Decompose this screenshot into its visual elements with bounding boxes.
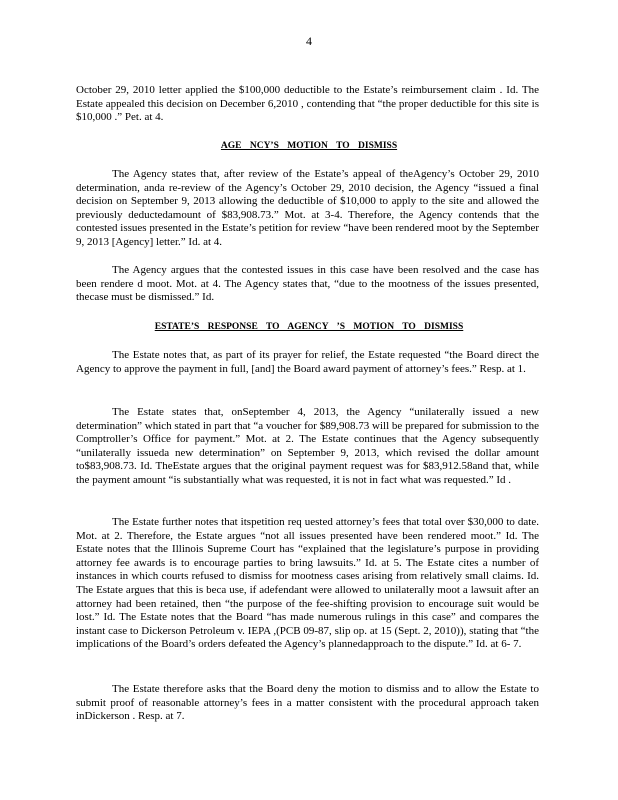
paragraph-prayer-for-relief: The Estate notes that, as part of its prayer for relief, the Estate requested “the Board direct the Agency to approve the payment in full, [and] the Board award payment of attorney’s fees.” Resp. at 1.	[76, 349, 539, 375]
paragraph-estate-request: The Estate therefore asks that the Board deny the motion to dismiss and to allow the Estate to submit proof of reasonable attorney’s fees in a matter consistent with the procedural approach taken inDickerson . Resp. at 7.	[76, 683, 539, 723]
paragraph-agency-mootness: The Agency argues that the contested issues in this case have been resolved and the case has been rendere d moot. Mot. at 4. The Agency states that, “due to the mootness of the issues presented, thecase must be dismissed.” Id.	[76, 264, 539, 304]
heading-estate-response-text: ESTATE’S RESPONSE TO AGENCY ’S MOTION TO DISMISS	[154, 322, 464, 332]
heading-agency-motion-text: AGE NCY’S MOTION TO DISMISS	[220, 141, 398, 151]
heading-estate-response	[0, 322, 618, 332]
heading-agency-motion	[0, 141, 618, 151]
page-number: 4	[306, 34, 312, 48]
paragraph-unilateral-determination: The Estate states that, onSeptember 4, 2013, the Agency “unilaterally issued a new determination” which stated in part that “a voucher for $89,908.73 will be prepared for submission to the Comptroller’s Office for payment.” Mot. at 2. The Estate continues that the Agency subsequently “unilaterally issueda new determination” on September 9, 2013, which revised the dollar amount to$83,908.73. Id. TheEstate argues that the original payment request was for $83,912.58and that, while the payment amount “is substantially what was requested, it is not in fact what was requested.” Id .	[76, 406, 539, 486]
paragraph-deductible-appeal: October 29, 2010 letter applied the $100,000 deductible to the Estate’s reimbursement claim . Id. The Estate appealed this decision on December 6,2010 , contending that “the proper deductible for this site is $10,000 .” Pet. at 4.	[76, 84, 539, 124]
paragraph-attorney-fees: The Estate further notes that itspetition req uested attorney’s fees that total over $30,000 to date. Mot. at 2. Therefore, the Estate argues “not all issues presented have been rendered moot.” Id. The Estate notes that the Illinois Supreme Court has “explained that the legislature’s purpose in providing attorney fee awards is to encourage parties to bring lawsuits.” Id. at 5. The Estate cites a number of instances in which courts refused to dismiss for mootness cases arising from relatively small claims. Id. The Estate argues that this is beca use, if adefendant were allowed to unilaterally moot a lawsuit after an attorney had been retained, then “the purpose of the fee-shifting provision to encourage suit would be lost.” Id. The Estate notes that the Board “has made numerous rulings in this case” and compares the instant case to Dickerson Petroleum v. IEPA ,(PCB 09-87, slip op. at 15 (Sept. 2, 2010)), stating that “the implications of the Board’s orders defeated the Agency’s plannedapproach to the dispute.” Id. at 6- 7.	[76, 516, 539, 651]
paragraph-agency-review: The Agency states that, after review of the Estate’s appeal of theAgency’s October 29, 2010 determination, anda re-review of the Agency’s October 29, 2010 decision, the Agency “issued a final decision on September 9, 2013 allowing the deductible of $10,000 to apply to the site and allowed the previously deductedamount of $83,908.73.” Mot. at 3-4. Therefore, the Agency contends that the contested issues presented in the Estate’s petition for review “have been rendered moot by the September 9, 2013 [Agency] letter.” Id. at 4.	[76, 168, 539, 248]
